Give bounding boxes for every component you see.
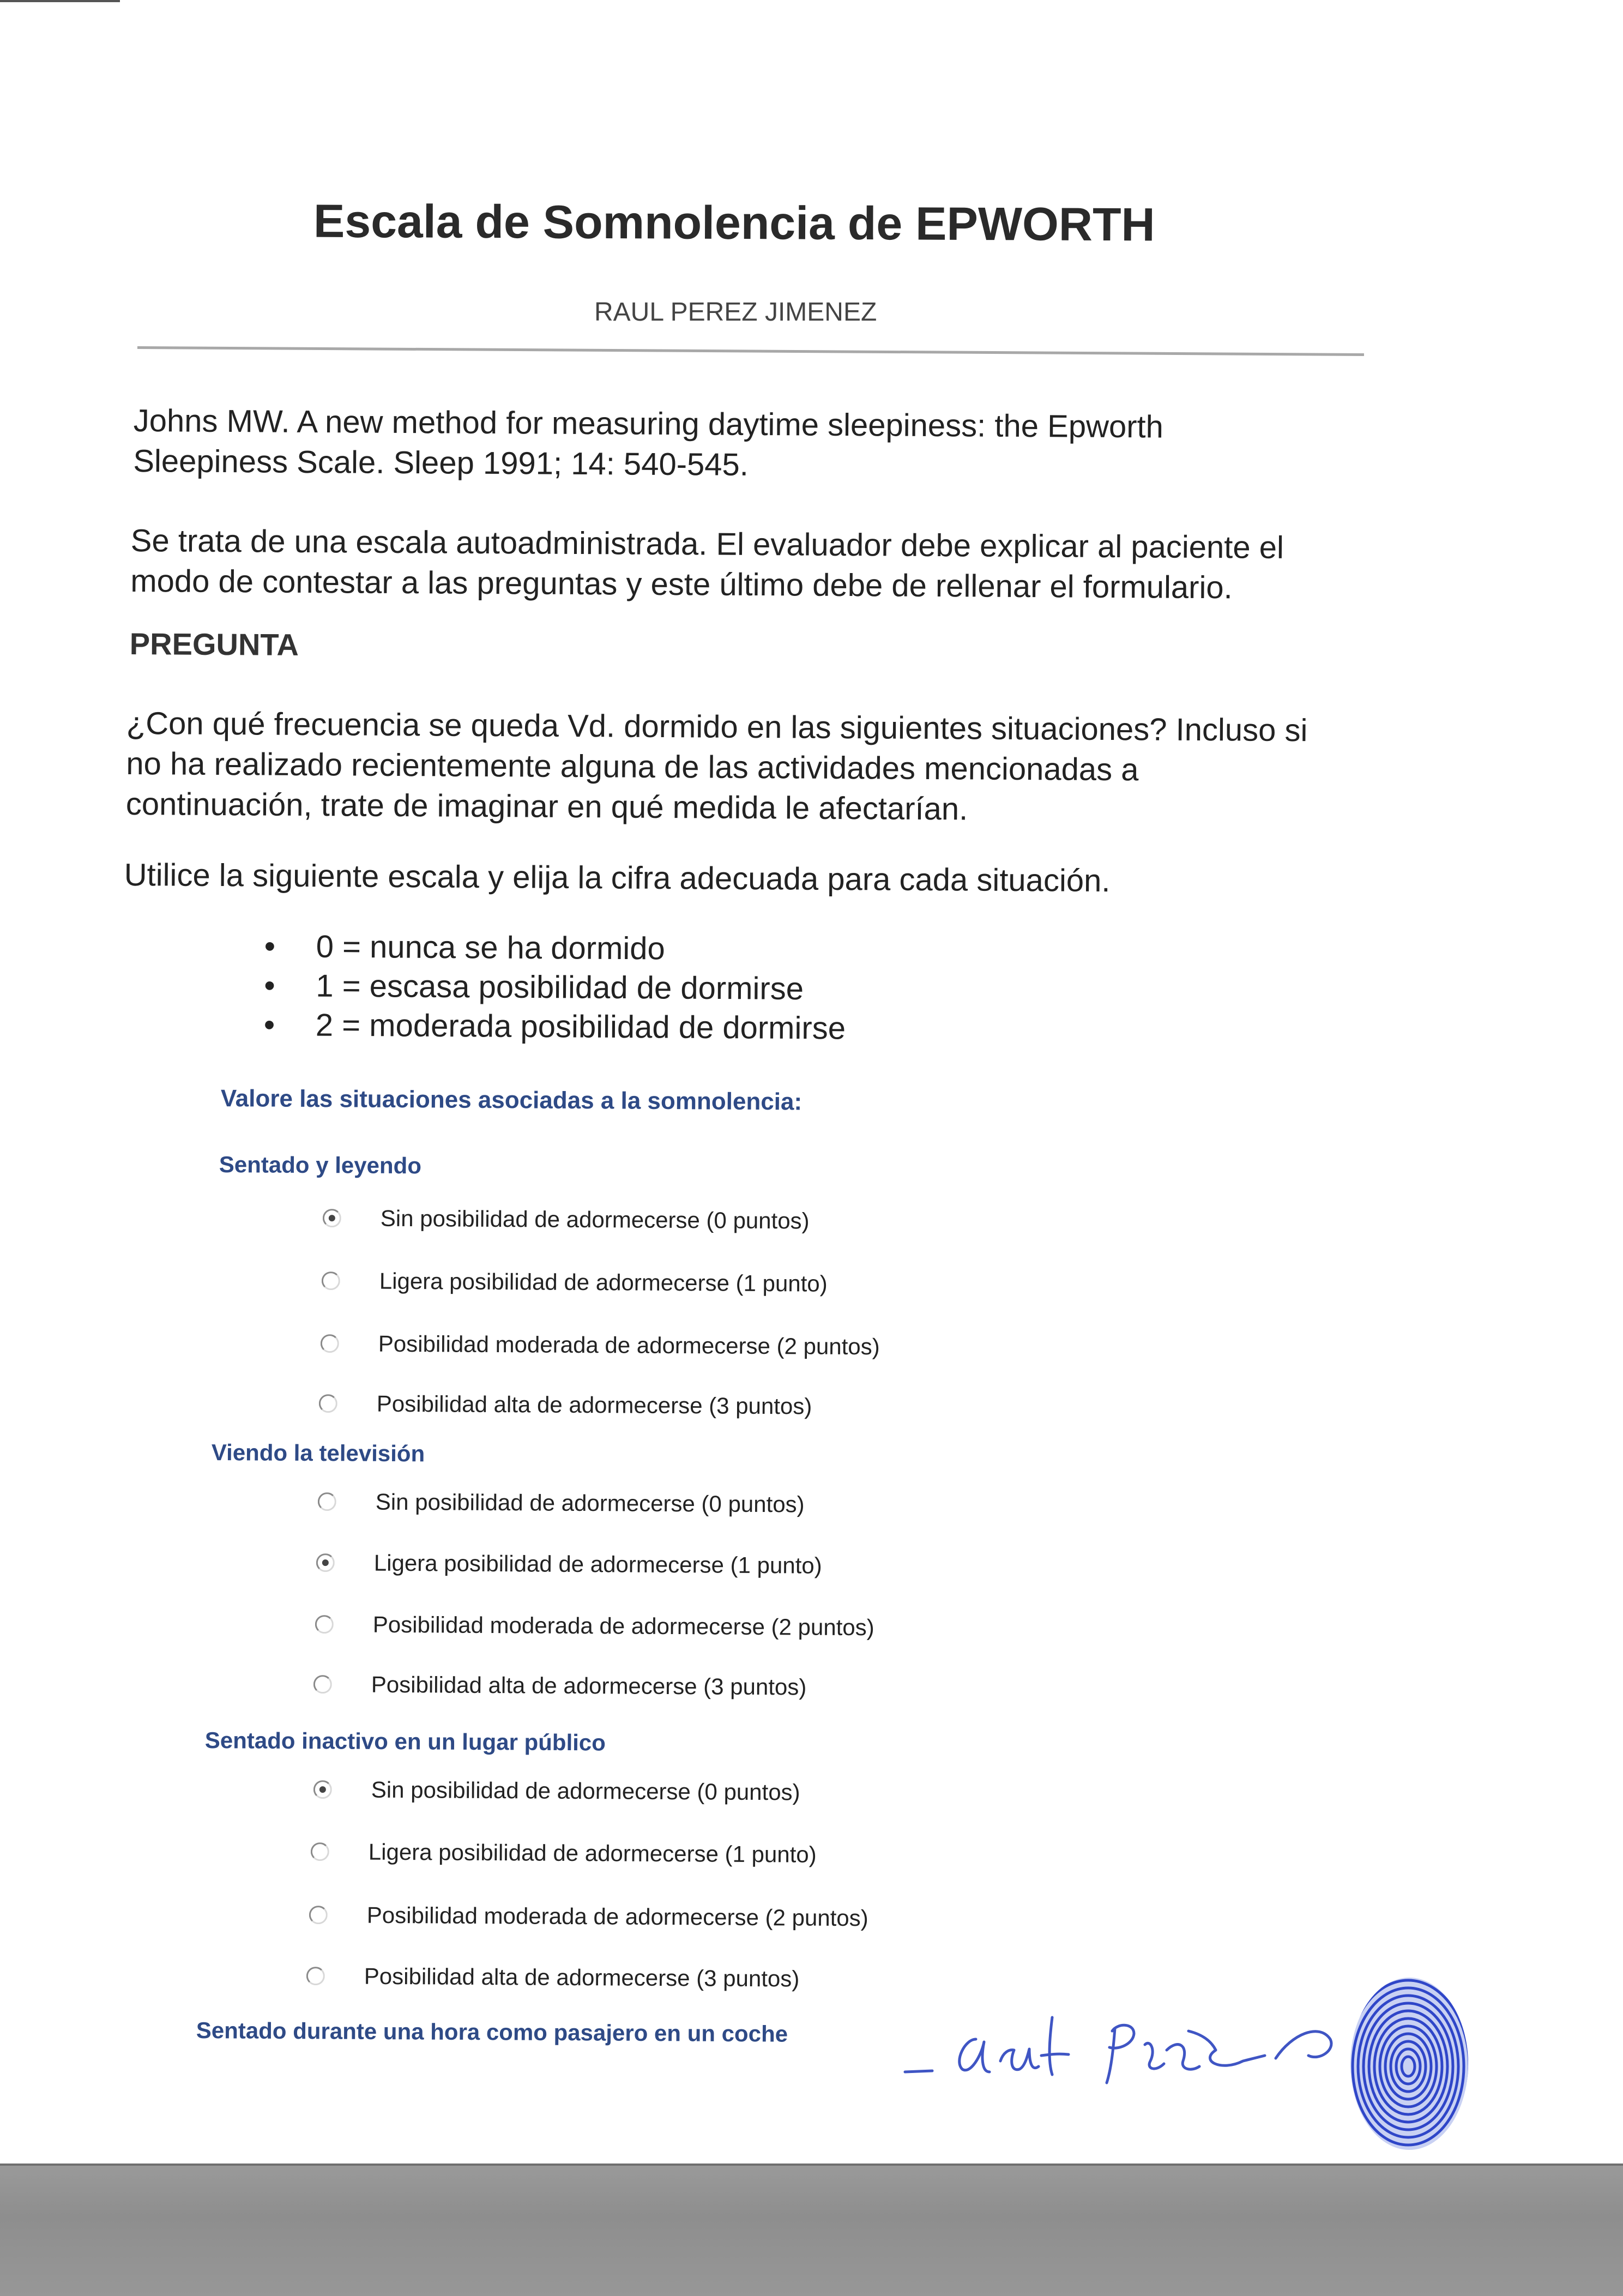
option-row[interactable] (306, 1963, 800, 1992)
radio-button[interactable] (309, 1906, 328, 1924)
radio-button[interactable] (315, 1615, 334, 1634)
section-title: Viendo la televisión (211, 1439, 425, 1467)
reference-text: Johns MW. A new method for measuring daytime sleepiness: the Epworth Sleepiness Scale. Sleep 1991; 14: 540-545. (133, 402, 1164, 483)
scale-item: • 1 = escasa posibilidad de dormirse (264, 966, 846, 1009)
option-row[interactable] (316, 1550, 822, 1579)
scale-item: • 2 = moderada posibilidad de dormirse (264, 1005, 846, 1048)
option-label: Sin posibilidad de adormecerse (0 puntos) (375, 1489, 805, 1517)
section-title: Sentado inactivo en un lugar público (204, 1727, 606, 1756)
section-title: Sentado durante una hora como pasajero en un coche (196, 2017, 788, 2047)
section-title: Sentado y leyendo (219, 1152, 422, 1179)
option-row[interactable] (322, 1268, 828, 1297)
author-name: RAUL PEREZ JIMENEZ (594, 298, 877, 327)
option-row[interactable] (311, 1839, 817, 1868)
option-label: Sin posibilidad de adormecerse (0 puntos) (380, 1205, 810, 1234)
title-divider (137, 346, 1364, 356)
scanner-background (0, 2164, 1623, 2296)
option-row[interactable] (309, 1902, 868, 1931)
intro-text: Se trata de una escala autoadministrada. El evaluador debe explicar al paciente el modo de contestar a las preguntas y este último debe de rellenar el formulario. (130, 522, 1284, 606)
option-row[interactable] (321, 1330, 880, 1360)
radio-button[interactable] (319, 1394, 337, 1413)
scale-list (264, 927, 846, 1048)
page-title: Escala de Somnolencia de EPWORTH (313, 195, 1155, 251)
option-label: Posibilidad moderada de adormecerse (2 puntos) (378, 1330, 880, 1360)
radio-button[interactable] (321, 1334, 339, 1353)
question-heading: PREGUNTA (129, 626, 299, 662)
radio-button[interactable] (313, 1780, 332, 1799)
radio-button[interactable] (306, 1967, 325, 1985)
option-label: Ligera posibilidad de adormecerse (1 punto) (368, 1839, 817, 1867)
scan-top-edge (0, 0, 120, 2)
radio-button[interactable] (313, 1675, 332, 1694)
option-row[interactable] (315, 1611, 874, 1641)
option-row[interactable] (319, 1390, 812, 1420)
option-label: Posibilidad alta de adormecerse (3 puntos) (376, 1390, 812, 1419)
radio-button[interactable] (322, 1271, 340, 1290)
option-label: Posibilidad alta de adormecerse (3 puntos) (371, 1671, 807, 1700)
option-label: Ligera posibilidad de adormecerse (1 punto) (373, 1550, 822, 1578)
radio-button[interactable] (318, 1492, 336, 1511)
survey-title: Valore las situaciones asociadas a la somnolencia: (220, 1085, 803, 1116)
radio-button[interactable] (311, 1842, 329, 1861)
option-label: Posibilidad alta de adormecerse (3 puntos) (364, 1963, 800, 1992)
option-row[interactable] (323, 1205, 810, 1234)
option-label: Ligera posibilidad de adormecerse (1 punto) (379, 1268, 828, 1297)
option-row[interactable] (313, 1671, 807, 1701)
scale-item: • 0 = nunca se ha dormido (264, 927, 846, 970)
radio-button[interactable] (323, 1209, 341, 1227)
option-label: Posibilidad moderada de adormecerse (2 puntos) (372, 1611, 874, 1641)
radio-button[interactable] (316, 1553, 335, 1572)
question-text: ¿Con qué frecuencia se queda Vd. dormido en las siguientes situaciones? Incluso si no ha realizado recientemente alguna de las actividades mencionadas a continuación, trate de imaginar en qué medida le afectarían. (125, 705, 1308, 827)
fingerprint (1338, 1963, 1480, 2159)
option-label: Posibilidad moderada de adormecerse (2 puntos) (366, 1902, 868, 1931)
option-row[interactable] (318, 1489, 805, 1517)
option-label: Sin posibilidad de adormecerse (0 puntos) (371, 1776, 800, 1805)
instruction-text: Utilice la siguiente escala y elija la cifra adecuada para cada situación. (124, 857, 1111, 899)
handwritten-signature (894, 1979, 1385, 2088)
option-row[interactable] (313, 1776, 800, 1805)
